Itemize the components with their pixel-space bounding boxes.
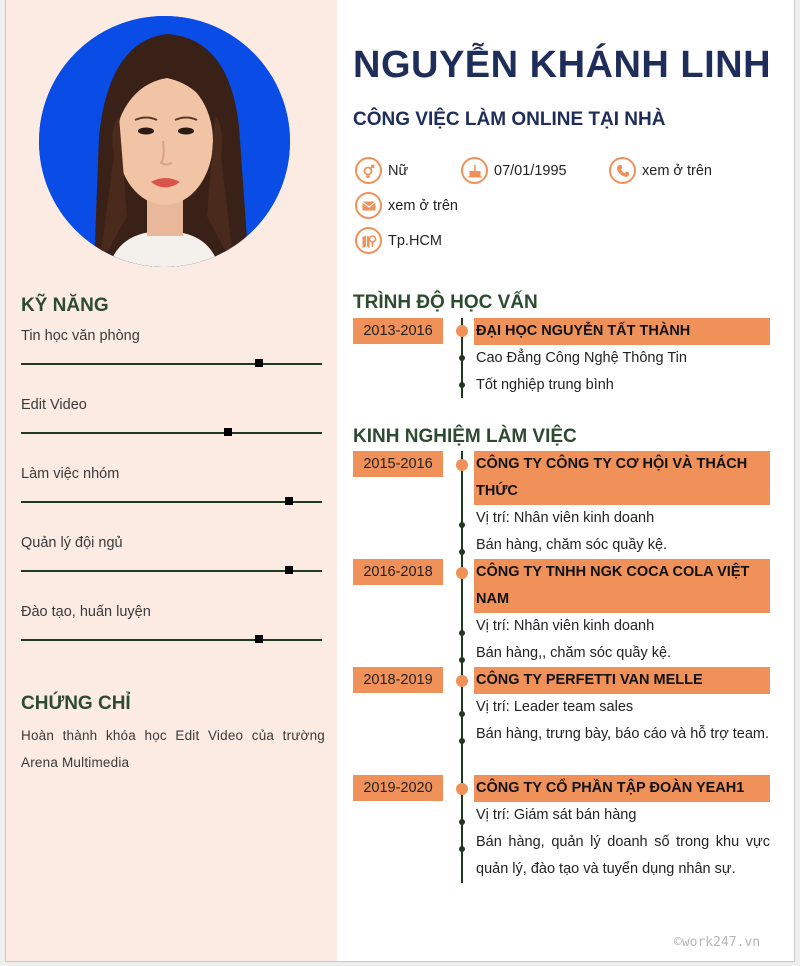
info-email (355, 192, 458, 219)
info-address (355, 227, 442, 254)
experience-org: CÔNG TY CỔ PHẦN TẬP ĐOÀN YEAH1 (474, 775, 770, 802)
experience-org: CÔNG TY TNHH NGK COCA COLA VIỆT NAM (474, 559, 770, 613)
avatar (39, 16, 290, 267)
experience-line: Bán hàng, chăm sóc quầy kệ. (476, 537, 668, 553)
certificate-text: Hoàn thành khóa học Edit Video của trường Arena Multimedia (21, 728, 325, 770)
education-org: ĐẠI HỌC NGUYỄN TẤT THÀNH (474, 318, 770, 345)
email-value: xem ở trên (388, 197, 458, 214)
skill-bar (21, 570, 322, 572)
certificates-title: CHỨNG CHỈ (21, 693, 131, 714)
experience-line: Bán hàng, quản lý doanh số trong khu vực quản lý, đào tạo và tuyển dụng nhân sự. (476, 834, 770, 877)
experience-line: Vị trí: Giám sát bán hàng (476, 807, 637, 823)
skill-level-marker (224, 428, 232, 436)
experience-line: Vị trí: Nhân viên kinh doanh (476, 510, 655, 526)
bullet-dot (459, 846, 465, 852)
skill-label: Tin học văn phòng (21, 328, 140, 344)
info-gender (355, 157, 408, 184)
skill-level-marker (285, 497, 293, 505)
experience-line: Vị trí: Leader team sales (476, 699, 634, 715)
birthday-cake-icon (461, 157, 488, 184)
education-period: 2013-2016 (353, 318, 443, 344)
gender-value: Nữ (388, 162, 409, 179)
experience-org: CÔNG TY CÔNG TY CƠ HỘI VÀ THÁCH THỨC (474, 451, 770, 505)
skills-title: KỸ NĂNG (21, 295, 109, 316)
profile-photo-icon (39, 16, 290, 267)
skill-label: Edit Video (21, 397, 87, 413)
skill-bar (21, 501, 322, 503)
timeline-dot (456, 675, 468, 687)
timeline-dot (456, 325, 468, 337)
experience-line: Bán hàng,, chăm sóc quầy kệ. (476, 645, 672, 661)
experience-title: KINH NGHIỆM LÀM VIỆC (353, 426, 577, 447)
skill-item (21, 466, 323, 526)
skill-label: Quản lý đội ngủ (21, 535, 123, 551)
skill-bar (21, 432, 322, 434)
bullet-dot (459, 711, 465, 717)
experience-line: Vị trí: Nhân viên kinh doanh (476, 618, 655, 634)
timeline-dot (456, 567, 468, 579)
experience-period: 2015-2016 (353, 451, 443, 477)
skill-level-marker (285, 566, 293, 574)
experience-period: 2018-2019 (353, 667, 443, 693)
bullet-dot (459, 549, 465, 555)
experience-line: Bán hàng, trưng bày, báo cáo và hỗ trợ team. (476, 726, 770, 742)
bullet-dot (459, 355, 465, 361)
job-title: CÔNG VIỆC LÀM ONLINE TẠI NHÀ (353, 109, 666, 130)
watermark: ©work247.vn (674, 935, 761, 950)
education-title: TRÌNH ĐỘ HỌC VẤN (353, 292, 538, 313)
skill-level-marker (255, 635, 263, 643)
experience-period: 2019-2020 (353, 775, 443, 801)
birthday-value: 07/01/1995 (494, 162, 567, 179)
skill-item (21, 535, 323, 595)
gender-icon (355, 157, 382, 184)
address-value: Tp.HCM (388, 232, 442, 249)
experience-period: 2016-2018 (353, 559, 443, 585)
education-line: Cao Đẳng Công Nghệ Thông Tin (476, 350, 687, 366)
cv-page (5, 0, 795, 962)
bullet-dot (459, 382, 465, 388)
phone-value: xem ở trên (642, 162, 712, 179)
bullet-dot (459, 819, 465, 825)
left-column (6, 0, 337, 961)
envelope-icon (355, 192, 382, 219)
bullet-dot (459, 630, 465, 636)
info-birthday (461, 157, 567, 184)
skill-item (21, 604, 323, 664)
skill-label: Đào tạo, huấn luyện (21, 604, 151, 620)
bullet-dot (459, 522, 465, 528)
timeline-dot (456, 783, 468, 795)
full-name: NGUYỄN KHÁNH LINH (353, 44, 772, 86)
phone-icon (609, 157, 636, 184)
map-pin-icon (355, 227, 382, 254)
info-phone (609, 157, 712, 184)
skill-bar (21, 363, 322, 365)
experience-org: CÔNG TY PERFETTI VAN MELLE (474, 667, 770, 694)
timeline-dot (456, 459, 468, 471)
skill-item (21, 328, 323, 388)
skill-bar (21, 639, 322, 641)
skill-level-marker (255, 359, 263, 367)
skill-label: Làm việc nhóm (21, 466, 120, 482)
bullet-dot (459, 657, 465, 663)
bullet-dot (459, 738, 465, 744)
skill-item (21, 397, 323, 457)
education-line: Tốt nghiệp trung bình (476, 377, 614, 393)
